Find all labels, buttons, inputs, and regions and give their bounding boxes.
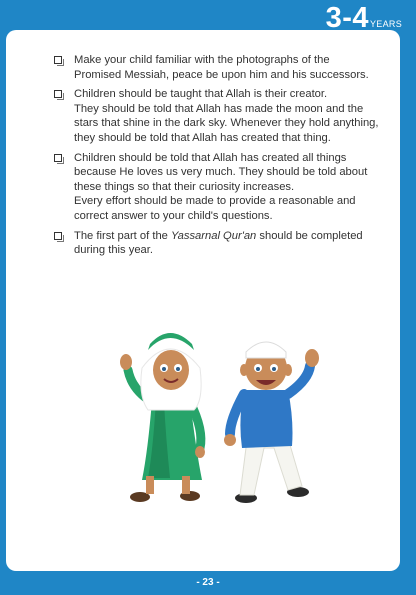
checkbox-bullet-icon	[54, 56, 62, 64]
age-badge	[326, 2, 402, 35]
page-number: - 23 -	[196, 577, 220, 588]
checkbox-bullet-icon	[54, 154, 62, 162]
list-item-text: these things so that their curiosity increases.	[74, 180, 295, 193]
age-unit: YEARS	[369, 19, 402, 29]
list-item	[54, 87, 379, 145]
checkbox-bullet-icon	[54, 232, 62, 240]
list-item-text: Children should be told that Allah has created all things	[74, 151, 347, 164]
list-item-text: The first part of the Yassarnal Qur'an should be completed	[74, 229, 363, 242]
list-item	[54, 53, 372, 82]
boy-figure	[224, 342, 319, 503]
list-item-text: They should be told that Allah has made the moon and the	[74, 102, 364, 115]
list-item-text: during this year.	[74, 244, 153, 257]
list-item-text: stars that shine in the dark sky. Whenever they hold anything,	[74, 117, 379, 130]
girl-figure	[120, 333, 205, 502]
list-item	[54, 151, 372, 224]
list-item-text: they should be told that Allah has created that thing.	[74, 131, 331, 144]
list-item-text: Children should be taught that Allah is their creator.	[74, 88, 328, 101]
children-illustration	[112, 330, 327, 505]
list-item-text: because He loves us very much. They should be told about	[74, 166, 368, 179]
list-item-text: correct answer to your child's questions.	[74, 209, 273, 222]
list-item-text: Make your child familiar with the photographs of the	[74, 54, 330, 66]
checkbox-bullet-icon	[54, 90, 62, 98]
list-item-text: Every effort should be made to provide a reasonable and	[74, 195, 356, 208]
list-item	[54, 229, 372, 258]
book-title: Yassarnal Qur'an	[171, 229, 257, 242]
guidance-list	[54, 53, 379, 263]
list-item-text: Promised Messiah, peace be upon him and his successors.	[74, 68, 369, 81]
age-range: 3-4	[325, 2, 369, 34]
